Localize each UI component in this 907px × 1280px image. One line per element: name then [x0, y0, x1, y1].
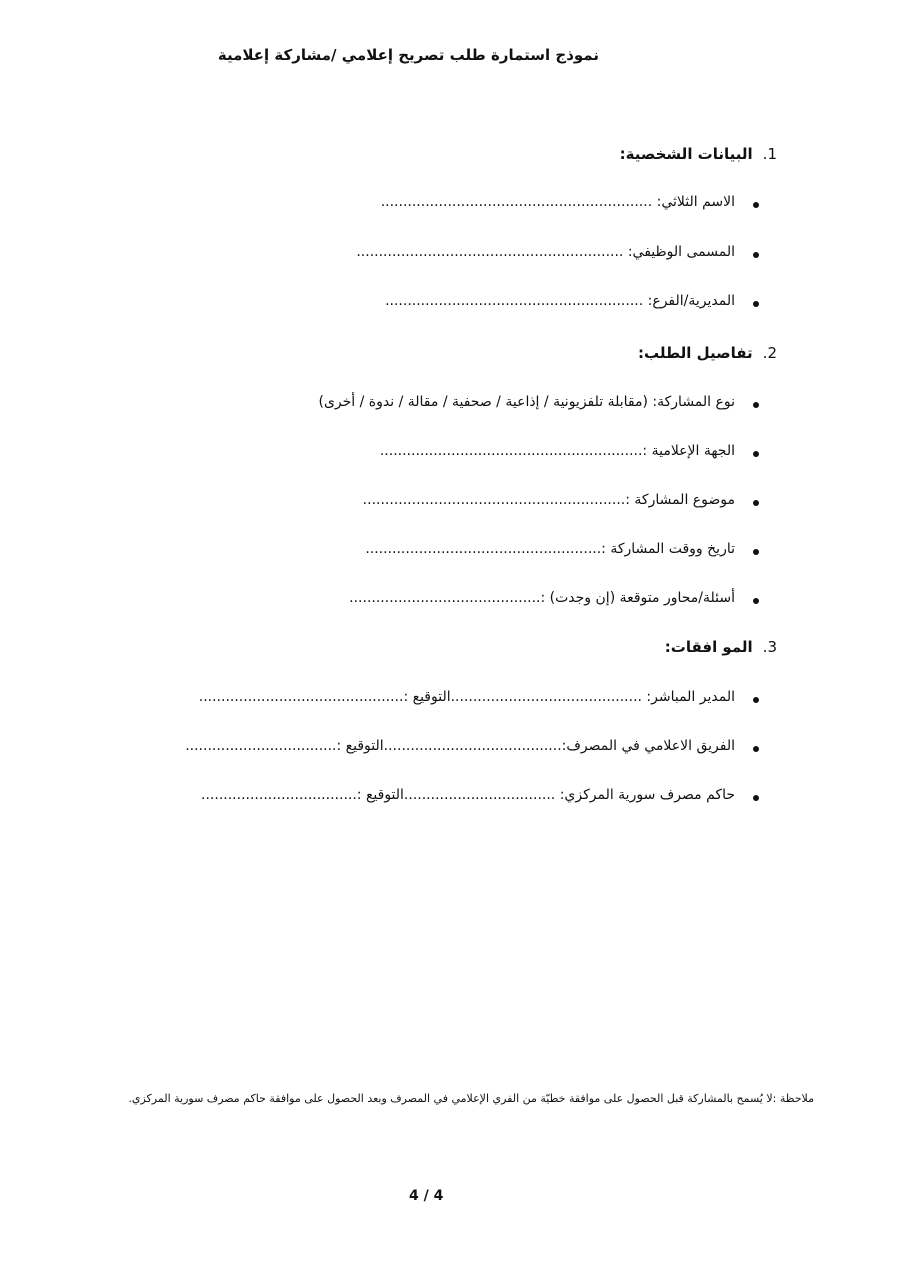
bullet-icon [753, 795, 759, 801]
bullet-icon [753, 746, 759, 752]
section-2-number: 2. [762, 344, 777, 362]
page-number: 4 / 4 [409, 1188, 444, 1204]
approval-central-bank-governor: حاكم مصرف سورية المركزي: ..................................التوقيع :................................... [201, 787, 735, 803]
footnote: ملاحظة :لا يُسمح بالمشاركة قبل الحصول على موافقة خطيّة من الفري الإعلامي في المصرف وبعد الحصول على موافقة حاكم مصرف سورية المركزي. [128, 1092, 814, 1105]
bullet-icon [753, 202, 759, 208]
field-participation-topic: موضوع المشاركة :........................................................... [362, 492, 735, 508]
bullet-icon [753, 402, 759, 408]
section-3-title: المو افقات: [664, 638, 753, 656]
bullet-icon [753, 301, 759, 307]
bullet-icon [753, 549, 759, 555]
bullet-icon [753, 252, 759, 258]
field-full-name: الاسم الثلاثي: ............................................................. [380, 194, 735, 210]
section-1-number: 1. [762, 145, 777, 163]
bullet-icon [753, 500, 759, 506]
bullet-icon [753, 451, 759, 457]
section-3-number: 3. [762, 638, 777, 656]
section-1-heading [620, 145, 777, 163]
field-date-time: تاريخ ووقت المشاركة :..................................................... [365, 541, 735, 557]
approval-media-team: الفريق الاعلامي في المصرف:........................................التوقيع :.................................. [185, 738, 735, 754]
bullet-icon [753, 598, 759, 604]
section-3-heading [665, 638, 777, 656]
field-expected-questions: أسئلة/محاور متوقعة (إن وجدت) :........................................... [349, 590, 735, 606]
field-job-title: المسمى الوظيفي: ............................................................ [356, 244, 735, 260]
section-2-heading [638, 344, 777, 362]
form-title: نموذج استمارة طلب تصريح إعلامي /مشاركة إعلامية [217, 46, 599, 64]
section-1-title: البيانات الشخصية: [619, 145, 753, 163]
field-directorate-branch: المديرية/الفرع: .......................................................... [385, 293, 735, 309]
field-media-outlet: الجهة الإعلامية :........................................................... [379, 443, 735, 459]
section-2-title: تفاصيل الطلب: [637, 344, 753, 362]
approval-direct-manager: المدير المباشر: ...........................................التوقيع :.............................................. [198, 689, 735, 705]
field-participation-type: نوع المشاركة: (مقابلة تلفزيونية / إذاعية / صحفية / مقالة / ندوة / أخرى) [318, 394, 735, 410]
bullet-icon [753, 697, 759, 703]
